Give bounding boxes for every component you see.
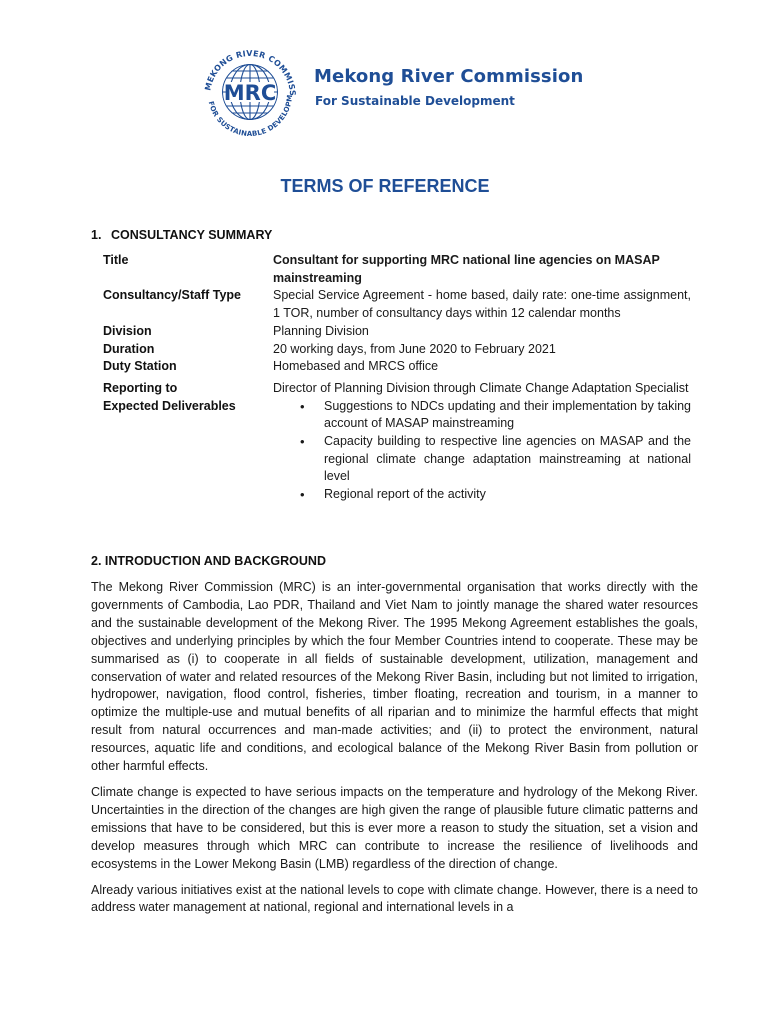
row-value: Consultant for supporting MRC national line agencies on MASAP mainstreaming (273, 253, 660, 285)
row-value: Homebased and MRCS office (273, 359, 439, 374)
row-label: Expected Deliverables (103, 398, 236, 413)
summary-row-duty-station (103, 358, 699, 376)
section-title: INTRODUCTION AND BACKGROUND (104, 554, 326, 568)
summary-row-type (103, 287, 699, 322)
summary-row-reporting (103, 380, 699, 398)
row-label: Duty Station (103, 359, 177, 374)
org-tagline: For Sustainable Development (315, 94, 515, 108)
document-title: TERMS OF REFERENCE (280, 176, 490, 196)
logo-ring-text-top: MEKONG RIVER COMMISS (203, 48, 298, 97)
summary-row-deliverables (103, 398, 699, 504)
summary-row-title (103, 252, 699, 287)
row-value: Director of Planning Division through Climate Change Adaptation Specialist (273, 380, 689, 395)
list-item: • Suggestions to NDCs updating and their implementation by taking account of MASAP mainstreaming (273, 398, 691, 433)
list-item: • Capacity building to respective line agencies on MASAP and the regional climate change adaptation mainstreaming at national level (273, 433, 691, 486)
logo-center-text: MRC (223, 81, 277, 105)
paragraph: Climate change is expected to have serious impacts on the temperature and hydrology of the Mekong River. Uncertainties in the direction of the changes are high given the range of plausible future climatic patterns and emissions that have to be considered, but this is ever more a reason to study the situation, set a vision and develop measures through which MRC can contribute to increase the resilience of livelihoods and ecosystems in the Lower Mekong Basin (LMB) regardless of the direction of change. (91, 784, 698, 871)
section-number: 2. (91, 554, 102, 568)
row-label: Consultancy/Staff Type (103, 288, 241, 303)
list-item: • Regional report of the activity (273, 486, 691, 504)
consultancy-summary-table (103, 252, 699, 504)
row-label: Duration (103, 341, 155, 356)
logo-ring-text-bottom: FOR SUSTAINABLE DEVELOPM (206, 94, 295, 139)
row-label: Reporting to (103, 380, 178, 395)
row-label: Title (103, 253, 129, 267)
mrc-globe-icon (196, 44, 304, 144)
introduction-body (91, 579, 698, 925)
paragraph: The Mekong River Commission (MRC) is an inter-governmental organisation that works directly with the governments of Cambodia, Lao PDR, Thailand and Viet Nam to jointly manage the shared water resources and the sustainable development of the Mekong River. The 1995 Mekong Agreement establishes the goals, objectives and underlying principles by which the four Member Countries intend to cooperate. These may be summarised as (i) to cooperate in all fields of sustainable development, utilization, management and conservation of water and related resources of the Mekong River Basin, including but not limited to irrigation, hydropower, navigation, flood control, fisheries, timber floating, recreation and tourism, in a manner to optimize the multiple-use and mutual benefits of all riparian and to minimize the harmful effects that might result from natural occurrences and man-made activities; and (ii) to protect the environment, natural resources, aquatic life and conditions, and ecological balance of the Mekong River Basin from pollution or other harmful effects. (91, 580, 698, 774)
section-1-heading (91, 228, 272, 242)
section-title: CONSULTANCY SUMMARY (111, 228, 273, 242)
row-value: Planning Division (273, 323, 369, 338)
row-label: Division (103, 323, 152, 338)
deliverables-list (273, 398, 691, 504)
paragraph: Already various initiatives exist at the national levels to cope with climate change. However, there is a need to address water management at national, regional and international levels in a (91, 882, 698, 915)
row-value (273, 398, 691, 504)
summary-row-duration (103, 341, 699, 359)
row-value: 20 working days, from June 2020 to February 2021 (273, 341, 556, 356)
org-name: Mekong River Commission (314, 66, 584, 87)
summary-row-division (103, 323, 699, 341)
mrc-logo (196, 44, 304, 144)
row-value: Special Service Agreement - home based, daily rate: one-time assignment, 1 TOR, number of consultancy days within 12 calendar months (273, 288, 691, 321)
section-number: 1. (91, 228, 102, 242)
section-2-heading (91, 554, 326, 568)
